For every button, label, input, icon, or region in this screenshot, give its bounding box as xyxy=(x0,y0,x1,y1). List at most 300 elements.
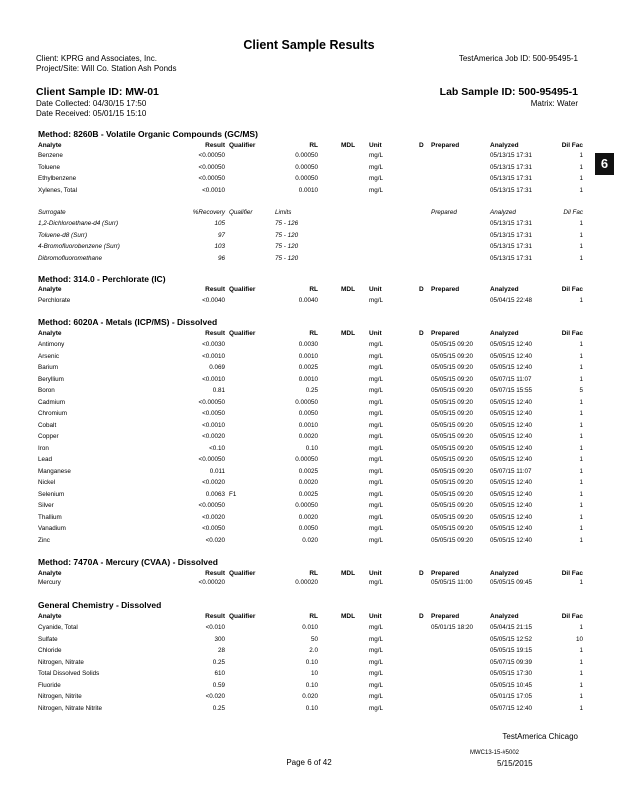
table-row-cell: 05/07/15 15:55 xyxy=(490,387,533,394)
table-header-cell: MDL xyxy=(341,142,356,149)
page-title: Client Sample Results xyxy=(243,38,375,52)
surrogate-row-cell: 97 xyxy=(217,231,225,239)
table-row-cell: 05/05/15 09:20 xyxy=(431,456,474,463)
table-row-cell: 05/05/15 09:20 xyxy=(431,433,474,440)
table-row-cell: <0.020 xyxy=(205,693,225,700)
surrogate-header xyxy=(38,207,583,218)
table-row-cell: 05/05/15 12:40 xyxy=(490,421,533,429)
table-row xyxy=(38,703,583,714)
surrogate-row-cell: 05/13/15 17:31 xyxy=(490,231,533,239)
surrogate-row-cell: 75 - 120 xyxy=(275,243,299,250)
table-row xyxy=(38,634,583,645)
table-row-cell: 0.00020 xyxy=(295,579,318,586)
table-row-cell: 1 xyxy=(579,375,583,383)
table-row-cell: 610 xyxy=(214,670,225,677)
table-row-cell: Cyanide, Total xyxy=(38,624,78,631)
table-row-cell: 05/05/15 09:20 xyxy=(431,513,474,521)
table-row-cell: Nickel xyxy=(38,479,56,486)
surrogate-row-cell: Dibromofluoromethane xyxy=(38,254,103,262)
table-header-cell: Qualifier xyxy=(229,570,256,577)
table-row-cell: 05/05/15 12:40 xyxy=(490,525,533,532)
table-row-cell: 0.0050 xyxy=(298,525,318,532)
table-row-cell: mg/L xyxy=(369,352,383,360)
table-header-cell: Qualifier xyxy=(229,142,256,149)
table-row-cell: <0.0010 xyxy=(202,352,225,360)
table-row xyxy=(38,489,583,500)
table-header-cell: Unit xyxy=(369,286,382,293)
table-header-cell: Result xyxy=(205,330,225,337)
table-row-cell: mg/L xyxy=(369,186,383,194)
table-row-cell: 05/05/15 09:20 xyxy=(431,410,474,417)
table-row-cell: 1 xyxy=(579,467,583,475)
date-received: Date Received: 05/01/15 15:10 xyxy=(36,109,147,118)
table-row-cell: 0.0020 xyxy=(298,513,318,521)
table-row-cell: 1 xyxy=(579,163,583,171)
table-row-cell: Ethylbenzene xyxy=(38,175,77,182)
table-row xyxy=(38,162,583,173)
table-row-cell: mg/L xyxy=(369,387,383,394)
table-header-cell: RL xyxy=(309,286,318,293)
table-row-cell: 0.0020 xyxy=(298,433,318,440)
table-header-cell: D xyxy=(419,330,424,337)
table-row-cell: <0.00050 xyxy=(198,398,225,406)
table-header-cell: Qualifier xyxy=(229,330,256,337)
table-header-cell: Analyte xyxy=(38,142,62,149)
table-row-cell: <0.10 xyxy=(209,444,225,452)
table-row-cell: 05/05/15 09:20 xyxy=(431,375,474,383)
table-row xyxy=(38,454,583,465)
table-row-cell: <0.0040 xyxy=(202,297,225,304)
table-row-cell: mg/L xyxy=(369,670,383,677)
table-row-cell: 05/05/15 12:40 xyxy=(490,410,533,417)
table-header-cell: Result xyxy=(205,613,225,620)
table-row-cell: 0.10 xyxy=(305,658,318,666)
table-header-cell: D xyxy=(419,570,424,577)
table-row-cell: 05/05/15 09:20 xyxy=(431,341,474,348)
table-row xyxy=(38,512,583,523)
table-row-cell: 05/04/15 21:15 xyxy=(490,624,533,631)
project-site: Project/Site: Will Co. Station Ash Ponds xyxy=(36,64,177,73)
table-header-cell: Dil Fac xyxy=(561,613,583,620)
table-row-cell: 0.10 xyxy=(305,704,318,712)
table-header-cell: Unit xyxy=(369,613,382,620)
table-row-cell: mg/L xyxy=(369,152,383,159)
table-row-cell: 1 xyxy=(579,693,583,700)
table-header-cell: D xyxy=(419,142,424,149)
surrogate-row-cell: 1 xyxy=(579,231,583,239)
table-row-cell: mg/L xyxy=(369,421,383,429)
table-row xyxy=(38,645,583,656)
table-row-cell: Total Dissolved Solids xyxy=(38,670,100,677)
table-row-cell: mg/L xyxy=(369,704,383,712)
table-row-cell: 0.00050 xyxy=(295,163,318,171)
table-row-cell: 1 xyxy=(579,513,583,521)
table-row-cell: 1 xyxy=(579,398,583,406)
table-row-cell: Beryllium xyxy=(38,375,64,383)
table-row xyxy=(38,295,583,306)
table-row-cell: mg/L xyxy=(369,525,383,532)
table-row-cell: 0.011 xyxy=(209,467,225,475)
table-row-cell: mg/L xyxy=(369,681,383,689)
table-row-cell: mg/L xyxy=(369,693,383,700)
surrogate-row-cell: 4-Bromofluorobenzene (Surr) xyxy=(38,243,120,250)
table-header-cell: Prepared xyxy=(431,613,460,620)
table-row-cell: 1 xyxy=(579,433,583,440)
table-header-cell: Unit xyxy=(369,570,382,577)
table-row-cell: 10 xyxy=(310,670,318,677)
table-header-cell: RL xyxy=(309,330,318,337)
table-row-cell: 05/05/15 12:40 xyxy=(490,536,533,544)
surrogate-header-cell: Qualifier xyxy=(229,209,253,216)
table-row-cell: 1 xyxy=(579,658,583,666)
surrogate-row-cell: 75 - 120 xyxy=(275,254,299,262)
table-row-cell: 05/07/15 09:39 xyxy=(490,658,533,666)
table-header-cell: Analyte xyxy=(38,286,62,293)
table-row-cell: 05/05/15 12:40 xyxy=(490,398,533,406)
table-row xyxy=(38,150,583,161)
table-row xyxy=(38,339,583,350)
table-row xyxy=(38,535,583,546)
table-row-cell: 05/05/15 17:30 xyxy=(490,670,533,677)
table-row-cell: 0.010 xyxy=(302,624,318,631)
table-row-cell: <0.0020 xyxy=(202,513,225,521)
table-row-cell: 0.0025 xyxy=(298,364,318,371)
table-row-cell: 300 xyxy=(214,635,225,643)
table-row-cell: 1 xyxy=(579,624,583,631)
table-header-cell: Result xyxy=(205,570,225,577)
table-row-cell: 05/05/15 09:20 xyxy=(431,525,474,532)
table-row-cell: <0.0020 xyxy=(202,479,225,486)
table-row xyxy=(38,173,583,184)
table-row-cell: Nitrogen, Nitrite xyxy=(38,693,82,700)
date-collected: Date Collected: 04/30/15 17:50 xyxy=(36,99,147,108)
table-row-cell: mg/L xyxy=(369,647,383,654)
table-row-cell: 0.0050 xyxy=(298,410,318,417)
section-tab: 6 xyxy=(595,153,614,175)
table-row-cell: 1 xyxy=(579,297,583,304)
table-row-cell: 05/04/15 22:48 xyxy=(490,297,533,304)
table-row-cell: mg/L xyxy=(369,490,383,498)
table-row-cell: 1 xyxy=(579,525,583,532)
table-row-cell: Iron xyxy=(38,444,49,452)
table-row-cell: 0.00050 xyxy=(295,502,318,509)
table-row-cell: mg/L xyxy=(369,479,383,486)
table-header-cell: Qualifier xyxy=(229,613,256,620)
method-title: Method: 6020A - Metals (ICP/MS) - Dissolved xyxy=(38,317,218,327)
table-row-cell: 10 xyxy=(575,635,583,643)
table-header xyxy=(38,328,583,339)
table-row-cell: mg/L xyxy=(369,375,383,383)
table-row xyxy=(38,397,583,408)
page-number: Page 6 of 42 xyxy=(286,758,332,767)
table-row-cell: 0.0020 xyxy=(298,479,318,486)
table-header-cell: RL xyxy=(309,613,318,620)
job-id: TestAmerica Job ID: 500-95495-1 xyxy=(458,54,578,63)
table-row-cell: Silver xyxy=(38,502,54,509)
footer-company: TestAmerica Chicago xyxy=(502,732,578,741)
table-row-cell: 05/05/15 12:40 xyxy=(490,341,533,348)
table-row-cell: 05/05/15 11:00 xyxy=(431,579,473,586)
table-row-cell: mg/L xyxy=(369,297,383,304)
table-row-cell: 05/05/15 09:20 xyxy=(431,352,474,360)
table-row-cell: <0.00020 xyxy=(198,579,225,586)
table-header-cell: Unit xyxy=(369,142,382,149)
table-row xyxy=(38,668,583,679)
table-row-cell: 1 xyxy=(579,352,583,360)
table-row-cell: 0.0025 xyxy=(298,467,318,475)
table-row-cell: 0.0040 xyxy=(298,297,318,304)
table-row-cell: 05/13/15 17:31 xyxy=(490,175,533,182)
table-row-cell: 05/05/15 12:40 xyxy=(490,479,533,486)
table-row-cell: mg/L xyxy=(369,444,383,452)
table-row xyxy=(38,385,583,396)
table-row-cell: <0.0050 xyxy=(202,525,225,532)
table-row-cell: <0.0010 xyxy=(202,421,225,429)
table-row-cell: 28 xyxy=(217,647,225,654)
table-header-cell: Analyte xyxy=(38,570,62,577)
table-row-cell: 1 xyxy=(579,704,583,712)
table-row xyxy=(38,500,583,511)
table-row-cell: mg/L xyxy=(369,513,383,521)
table-row xyxy=(38,374,583,385)
table-header-cell: Analyte xyxy=(38,613,62,620)
surrogate-header-cell: Prepared xyxy=(431,209,457,216)
table-row-cell: Thallium xyxy=(38,513,62,521)
table-row-cell: 5 xyxy=(579,387,583,394)
surrogate-row-cell: 05/13/15 17:31 xyxy=(490,254,533,262)
table-header-cell: Dil Fac xyxy=(561,286,583,293)
table-row-cell: mg/L xyxy=(369,163,383,171)
table-row-cell: 05/05/15 12:40 xyxy=(490,433,533,440)
table-header-cell: Prepared xyxy=(431,570,460,577)
table-row-cell: 05/05/15 12:52 xyxy=(490,635,533,643)
surrogate-row xyxy=(38,241,583,252)
table-header-cell: Prepared xyxy=(431,286,460,293)
table-row-cell: Chromium xyxy=(38,410,68,417)
table-header-cell: RL xyxy=(309,142,318,149)
table-row-cell: 1 xyxy=(579,444,583,452)
table-header-cell: MDL xyxy=(341,570,356,577)
table-row-cell: <0.00050 xyxy=(198,175,225,182)
table-row-cell: mg/L xyxy=(369,502,383,509)
table-row-cell: 05/05/15 09:20 xyxy=(431,502,474,509)
table-row-cell: 05/05/15 09:20 xyxy=(431,490,474,498)
table-row-cell: 1 xyxy=(579,681,583,689)
table-row-cell: Xylenes, Total xyxy=(38,186,78,194)
table-row-cell: 1 xyxy=(579,502,583,509)
table-row-cell: 05/05/15 09:45 xyxy=(490,579,533,586)
table-row-cell: <0.0020 xyxy=(202,433,225,440)
table-row xyxy=(38,657,583,668)
surrogate-row xyxy=(38,230,583,241)
table-row-cell: 05/05/15 09:20 xyxy=(431,421,474,429)
table-row-cell: 1 xyxy=(579,186,583,194)
table-row xyxy=(38,443,583,454)
table-row xyxy=(38,622,583,633)
matrix: Matrix: Water xyxy=(530,99,578,108)
table-row-cell: <0.0030 xyxy=(202,341,225,348)
table-header-cell: MDL xyxy=(341,286,356,293)
table-row-cell: <0.00050 xyxy=(198,456,225,463)
table-row-cell: Selenium xyxy=(38,490,65,498)
table-row-cell: Toluene xyxy=(38,163,61,171)
table-row-cell: 05/05/15 09:20 xyxy=(431,364,474,371)
table-header xyxy=(38,284,583,295)
table-row-cell: 0.00050 xyxy=(295,456,318,463)
table-row-cell: 05/05/15 12:40 xyxy=(490,513,533,521)
table-row-cell: 05/01/15 17:05 xyxy=(490,693,533,700)
table-row-cell: 1 xyxy=(579,579,583,586)
table-row-cell: 05/05/15 12:40 xyxy=(490,490,533,498)
surrogate-header-cell: %Recovery xyxy=(192,209,225,216)
table-row-cell: Nitrogen, Nitrate Nitrite xyxy=(38,704,103,712)
table-header-cell: MDL xyxy=(341,613,356,620)
table-header-cell: Result xyxy=(205,286,225,293)
table-row xyxy=(38,420,583,431)
table-row-cell: 1 xyxy=(579,536,583,544)
table-row-cell: 05/05/15 12:40 xyxy=(490,444,533,452)
table-row-cell: 0.0010 xyxy=(298,352,318,360)
table-row-cell: Boron xyxy=(38,387,55,394)
table-row-cell: 05/13/15 17:31 xyxy=(490,152,533,159)
table-row xyxy=(38,431,583,442)
table-row-cell: 0.020 xyxy=(302,536,318,544)
table-row-cell: Cadmium xyxy=(38,398,65,406)
table-row-cell: 05/07/15 12:40 xyxy=(490,704,533,712)
table-row-cell: 0.0025 xyxy=(298,490,318,498)
table-row-cell: 0.069 xyxy=(209,364,225,371)
table-row-cell: 1 xyxy=(579,410,583,417)
table-header-cell: D xyxy=(419,613,424,620)
table-row-cell: mg/L xyxy=(369,635,383,643)
table-header-cell: Dil Fac xyxy=(561,142,583,149)
table-row-cell: 1 xyxy=(579,341,583,348)
table-row-cell: mg/L xyxy=(369,175,383,182)
table-row-cell: mg/L xyxy=(369,433,383,440)
table-row-cell: 05/05/15 12:40 xyxy=(490,456,533,463)
table-row-cell: mg/L xyxy=(369,579,383,586)
surrogate-row xyxy=(38,253,583,264)
table-row-cell: 0.10 xyxy=(305,681,318,689)
table-header-cell: Qualifier xyxy=(229,286,256,293)
table-row xyxy=(38,351,583,362)
table-row-cell: mg/L xyxy=(369,398,383,406)
table-header-cell: Analyte xyxy=(38,330,62,337)
table-row-cell: <0.0010 xyxy=(202,375,225,383)
surrogate-header-cell: Analyzed xyxy=(490,209,516,216)
table-row xyxy=(38,680,583,691)
table-row-cell: 05/05/15 09:20 xyxy=(431,467,474,475)
table-row-cell: 0.0010 xyxy=(298,186,318,194)
table-row-cell: 05/07/15 11:07 xyxy=(490,467,532,475)
table-row-cell: mg/L xyxy=(369,341,383,348)
table-row-cell: 1 xyxy=(579,456,583,463)
table-row-cell: 1 xyxy=(579,364,583,371)
surrogate-row-cell: 75 - 120 xyxy=(275,231,299,239)
table-header-cell: Prepared xyxy=(431,330,460,337)
table-header-cell: RL xyxy=(309,570,318,577)
table-row-cell: <0.010 xyxy=(205,624,225,631)
surrogate-row-cell: 103 xyxy=(214,243,225,250)
table-row-cell: 0.00050 xyxy=(295,398,318,406)
table-row-cell: 0.25 xyxy=(212,704,225,712)
table-row-cell: 1 xyxy=(579,479,583,486)
table-header-cell: Analyzed xyxy=(490,570,519,577)
table-row-cell: Lead xyxy=(38,456,53,463)
table-header-cell: MDL xyxy=(341,330,356,337)
surrogate-header-cell: Surrogate xyxy=(38,209,66,216)
table-row-cell: Nitrogen, Nitrate xyxy=(38,658,84,666)
surrogate-header-cell: Limits xyxy=(275,209,292,216)
table-row-cell: 0.00050 xyxy=(295,152,318,159)
method-title: Method: 8260B - Volatile Organic Compounds (GC/MS) xyxy=(38,129,258,139)
table-row-cell: Perchlorate xyxy=(38,297,71,304)
table-row-cell: Antimony xyxy=(38,341,65,348)
table-row xyxy=(38,466,583,477)
table-row-cell: 0.0030 xyxy=(298,341,318,348)
table-header-cell: Dil Fac xyxy=(561,330,583,337)
table-row-cell: <0.0010 xyxy=(202,186,225,194)
table-row-cell: 05/01/15 18:20 xyxy=(431,624,474,631)
footer-date: 5/15/2015 xyxy=(497,759,533,768)
surrogate-row xyxy=(38,218,583,229)
table-row-cell: <0.00050 xyxy=(198,502,225,509)
table-row-cell: 2.0 xyxy=(309,647,318,654)
table-header-cell: Analyzed xyxy=(490,330,519,337)
table-row-cell: Benzene xyxy=(38,152,63,159)
table-row xyxy=(38,691,583,702)
table-row-cell: 0.020 xyxy=(302,693,318,700)
surrogate-row-cell: 05/13/15 17:31 xyxy=(490,220,533,227)
surrogate-row-cell: 105 xyxy=(214,220,225,227)
table-header xyxy=(38,611,583,622)
table-row-cell: Chloride xyxy=(38,647,62,654)
surrogate-row-cell: 1,2-Dichloroethane-d4 (Surr) xyxy=(38,220,119,227)
table-row-cell: Mercury xyxy=(38,579,61,586)
table-row-cell: mg/L xyxy=(369,536,383,544)
method-title: Method: 7470A - Mercury (CVAA) - Dissolved xyxy=(38,557,218,567)
table-row-cell: Sulfate xyxy=(38,635,58,643)
table-row-cell: 1 xyxy=(579,490,583,498)
table-row-cell: mg/L xyxy=(369,658,383,666)
table-header-cell: D xyxy=(419,286,424,293)
table-row-cell: <0.00050 xyxy=(198,163,225,171)
table-row-cell: Cobalt xyxy=(38,421,57,429)
table-row xyxy=(38,185,583,196)
surrogate-row-cell: 75 - 126 xyxy=(275,220,299,227)
table-row-cell: 05/05/15 12:40 xyxy=(490,352,533,360)
footer-code: MWC13-15-#5002 xyxy=(470,750,520,756)
table-header-cell: Prepared xyxy=(431,142,460,149)
client-sample-id: Client Sample ID: MW-01 xyxy=(36,86,159,98)
table-row-cell: Arsenic xyxy=(38,352,59,360)
table-row-cell: mg/L xyxy=(369,410,383,417)
surrogate-row-cell: 1 xyxy=(579,254,583,262)
table-row-cell: 05/13/15 17:31 xyxy=(490,163,533,171)
table-header-cell: Unit xyxy=(369,330,382,337)
table-header-cell: Dil Fac xyxy=(561,570,583,577)
table-row-cell: 0.10 xyxy=(305,444,318,452)
surrogate-header-cell: Dil Fac xyxy=(563,209,583,216)
lab-sample-id: Lab Sample ID: 500-95495-1 xyxy=(439,86,578,98)
table-row xyxy=(38,577,583,588)
table-row-cell: F1 xyxy=(229,490,237,498)
table-row-cell: 0.25 xyxy=(305,387,318,394)
table-row-cell: 05/13/15 17:31 xyxy=(490,186,533,194)
table-row-cell: 1 xyxy=(579,152,583,159)
client-name: Client: KPRG and Associates, Inc. xyxy=(36,54,157,63)
table-row-cell: 05/05/15 12:40 xyxy=(490,364,533,371)
